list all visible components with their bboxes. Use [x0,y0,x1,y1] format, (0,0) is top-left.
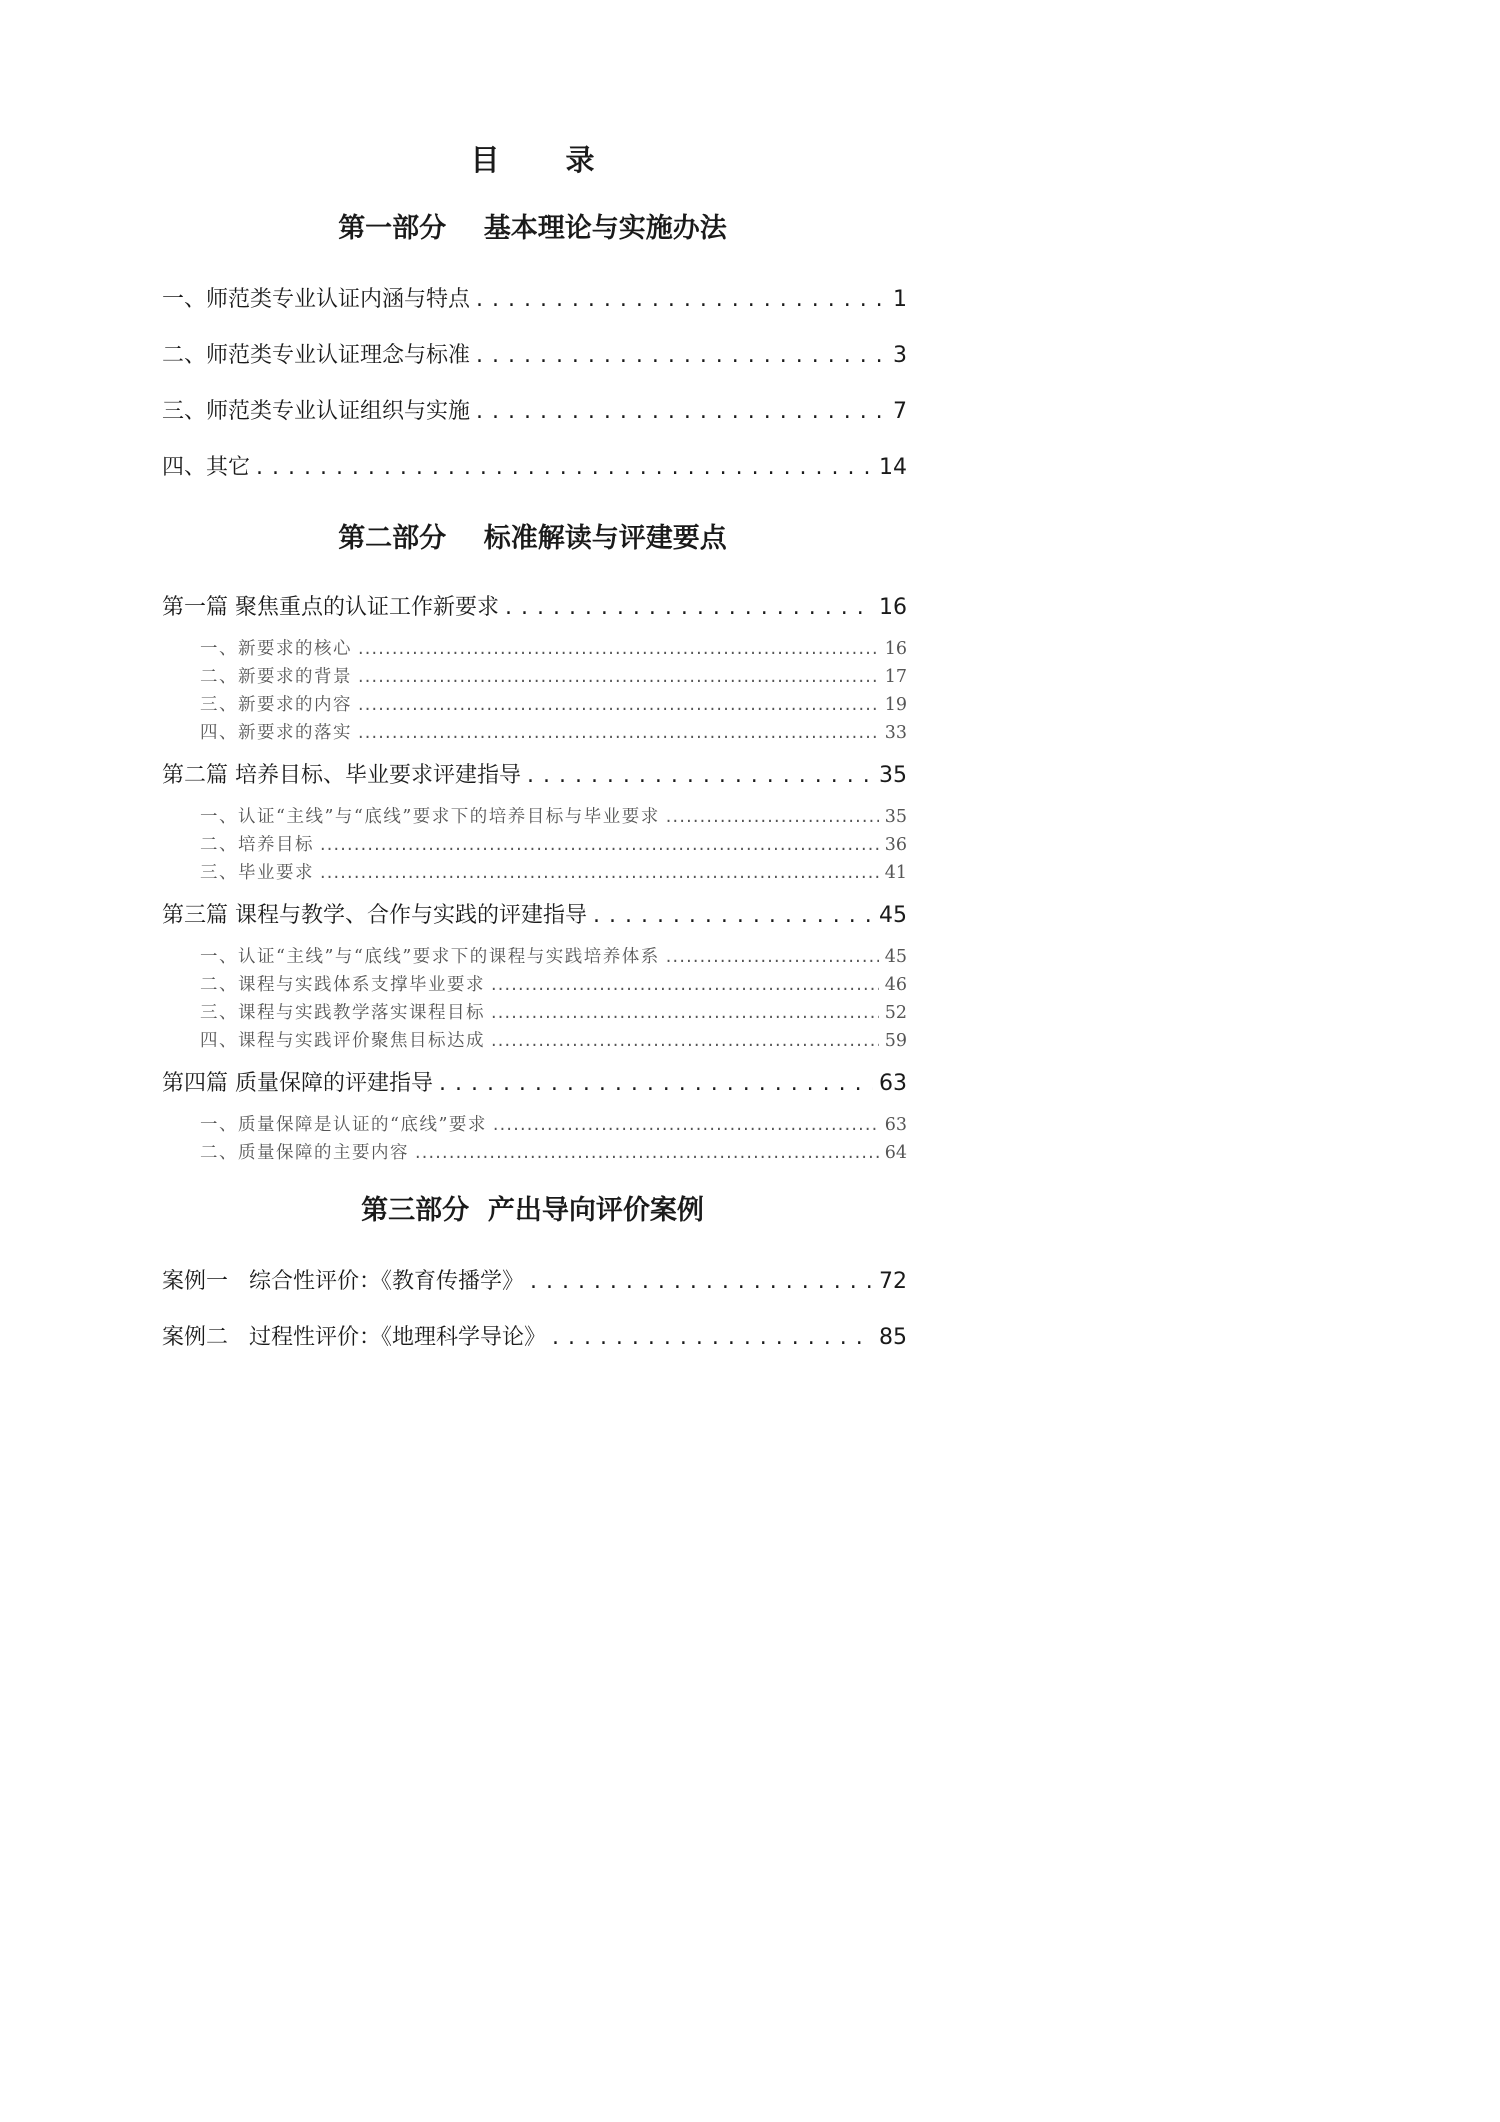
page-number: 59 [884,1031,907,1051]
toc-entry[interactable] [162,394,907,425]
dot-leader [320,863,879,883]
entry-label: 第三篇 课程与教学、合作与实践的评建指导 [162,903,587,928]
dot-leader [493,1115,879,1135]
dot-leader [552,1325,873,1350]
dot-leader [666,807,879,827]
entry-label: 一、新要求的核心 [200,639,352,659]
dot-leader [491,1031,879,1051]
dot-leader [476,399,887,424]
entry-label: 案例一 综合性评价：《教育传播学》 [162,1269,524,1294]
page-number: 85 [879,1325,907,1350]
entry-label: 三、课程与实践教学落实课程目标 [200,1003,485,1023]
page-number: 14 [879,455,907,480]
dot-leader [358,695,879,715]
entry-label: 二、培养目标 [200,835,314,855]
entry-label: 四、新要求的落实 [200,723,352,743]
entry-label: 一、师范类专业认证内涵与特点 [162,287,471,312]
page-number: 35 [884,807,907,827]
page-number: 45 [884,947,907,967]
entry-label: 三、师范类专业认证组织与实施 [162,399,471,424]
page-number: 63 [884,1115,907,1135]
toc-section[interactable] [162,943,907,968]
toc-section[interactable] [162,691,907,716]
entry-label: 二、课程与实践体系支撑毕业要求 [200,975,485,995]
entry-label: 一、认证“主线”与“底线”要求下的课程与实践培养体系 [200,947,660,967]
entry-label: 第一篇 聚焦重点的认证工作新要求 [162,595,499,620]
page-number: 46 [884,975,907,995]
page-number: 16 [879,595,907,620]
toc-section[interactable] [162,831,907,856]
toc-section[interactable] [162,859,907,884]
dot-leader [593,903,873,928]
entry-label: 第四篇 质量保障的评建指导 [162,1071,433,1096]
dot-leader [666,947,879,967]
entry-label: 三、毕业要求 [200,863,314,883]
toc-entry[interactable] [162,338,907,369]
toc-section[interactable] [162,1139,907,1164]
dot-leader [358,667,879,687]
page-title: 目 录 [470,143,623,177]
dot-leader [527,763,873,788]
toc-entry[interactable] [162,1320,907,1351]
dot-leader [491,1003,879,1023]
dot-leader [320,835,879,855]
entry-label: 三、新要求的内容 [200,695,352,715]
toc-chapter[interactable] [162,1066,907,1097]
entry-label: 二、师范类专业认证理念与标准 [162,343,471,368]
entry-label: 案例二 过程性评价：《地理科学导论》 [162,1325,546,1350]
dot-leader [530,1269,873,1294]
page-number: 64 [884,1143,907,1163]
toc-entry[interactable] [162,282,907,313]
toc-section[interactable] [162,1027,907,1052]
entry-label: 四、其它 [162,455,251,480]
toc-chapter[interactable] [162,590,907,621]
entry-label: 四、课程与实践评价聚焦目标达成 [200,1031,485,1051]
toc-entry[interactable] [162,450,907,481]
page-number: 19 [884,695,907,715]
page-number: 17 [884,667,907,687]
toc-section[interactable] [162,803,907,828]
entry-label: 二、新要求的背景 [200,667,352,687]
entry-label: 第二篇 培养目标、毕业要求评建指导 [162,763,521,788]
toc-section[interactable] [162,971,907,996]
page-number: 35 [879,763,907,788]
toc-section[interactable] [162,1111,907,1136]
page-number: 1 [893,287,907,312]
dot-leader [491,975,879,995]
page-number: 63 [879,1071,907,1096]
part-title: 第二部分 标准解读与评建要点 [338,523,727,554]
toc-section[interactable] [162,719,907,744]
page-number: 52 [884,1003,907,1023]
page-number: 33 [884,723,907,743]
dot-leader [439,1071,873,1096]
page-number: 36 [884,835,907,855]
page-number: 72 [879,1269,907,1294]
page-number: 45 [879,903,907,928]
entry-label: 一、认证“主线”与“底线”要求下的培养目标与毕业要求 [200,807,660,827]
toc-entry[interactable] [162,1264,907,1295]
dot-leader [256,455,873,480]
toc-chapter[interactable] [162,758,907,789]
entry-label: 二、质量保障的主要内容 [200,1143,409,1163]
dot-leader [358,639,879,659]
page-number: 16 [884,639,907,659]
dot-leader [415,1143,879,1163]
entry-label: 一、质量保障是认证的“底线”要求 [200,1115,487,1135]
dot-leader [476,287,887,312]
toc-chapter[interactable] [162,898,907,929]
dot-leader [505,595,873,620]
toc-section[interactable] [162,635,907,660]
page-number: 3 [893,343,907,368]
toc-section[interactable] [162,663,907,688]
part-title: 第一部分 基本理论与实施办法 [338,213,727,244]
page-number: 41 [884,863,907,883]
page-number: 7 [893,399,907,424]
toc-section[interactable] [162,999,907,1024]
dot-leader [476,343,887,368]
dot-leader [358,723,879,743]
part-title: 第三部分 产出导向评价案例 [361,1195,704,1226]
